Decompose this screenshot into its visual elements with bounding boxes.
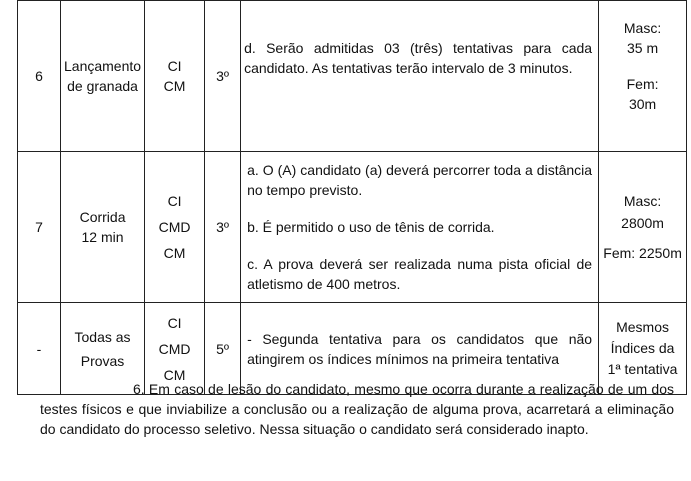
test-index: Masc: 35 m Fem: 30m [599,1,687,152]
test-name: Lançamento de granada [61,1,145,152]
test-index: Mesmos Índices da 1ª tentativa [599,303,687,395]
row-number: - [18,303,61,395]
test-classes: CI CMD CM [145,152,205,303]
test-classes: CI CM [145,1,205,152]
test-table [17,0,687,395]
test-classes: CI CMD CM [145,303,205,395]
test-name: Todas as Provas [61,303,145,395]
test-order: 3º [205,1,241,152]
test-order: 5º [205,303,241,395]
test-index: Masc: 2800m Fem: 2250m [599,152,687,303]
test-order: 3º [205,152,241,303]
table-row [18,152,687,303]
row-number: 7 [18,152,61,303]
test-description: - Segunda tentativa para os candidatos que não atingirem os índices mínimos na primeira tentativa [241,303,599,395]
test-description: d. Serão admitidas 03 (três) tentativas para cada candidato. As tentativas terão intervalo de 3 minutos. [241,1,599,152]
test-name: Corrida 12 min [61,152,145,303]
row-number: 6 [18,1,61,152]
table-row [18,1,687,152]
note-paragraph: 6. Em caso de lesão do candidato, mesmo que ocorra durante a realização de um dos testes físicos e que inviabilize a conclusão ou a realização de alguma prova, acarretará a eliminação do candidato do processo seletivo. Nessa situação o candidato será considerado inapto. [40,381,674,437]
test-description: a. O (A) candidato (a) deverá percorrer toda a distância no tempo previsto. b. É permitido o uso de tênis de corrida. c. A prova deverá ser realizada numa pista oficial de atletismo de 400 metros. [241,152,599,303]
